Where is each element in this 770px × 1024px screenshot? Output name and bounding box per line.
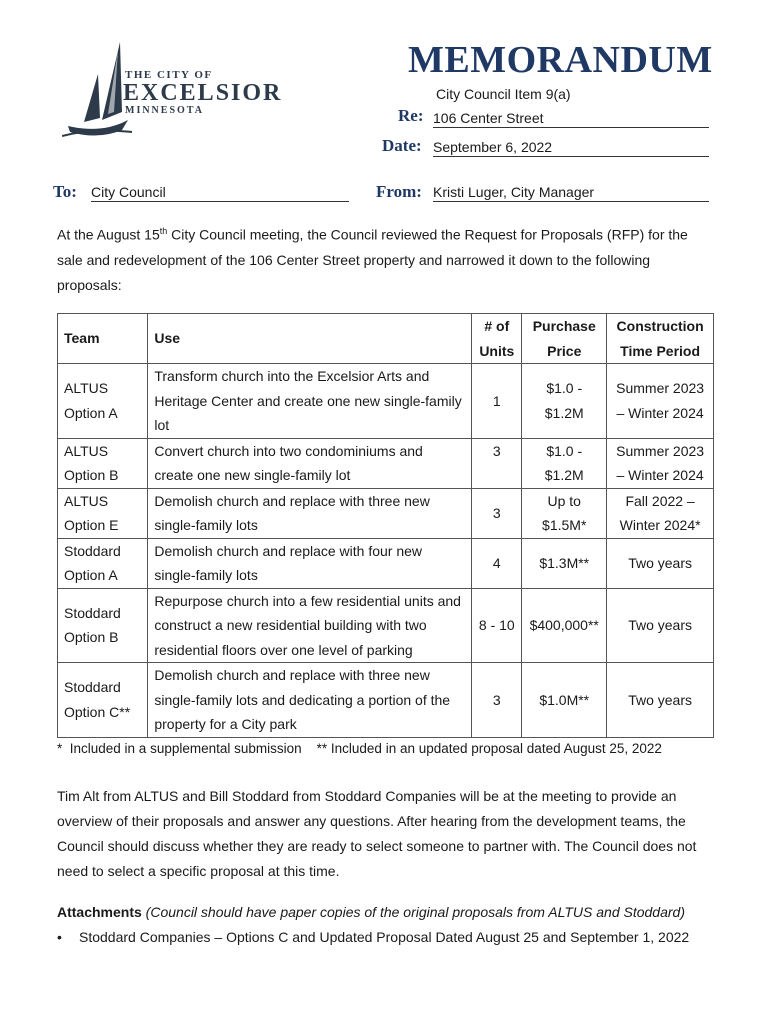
cell-price: $400,000**: [522, 588, 607, 663]
cell-price: $1.3M**: [522, 538, 607, 588]
cell-period: Two years: [607, 663, 714, 738]
table-row: [58, 488, 714, 538]
date-label: Date:: [382, 136, 422, 155]
attachments-note: (Council should have paper copies of the original proposals from ALTUS and Stoddard): [141, 904, 685, 920]
cell-price: Up to $1.5M*: [522, 488, 607, 538]
cell-use: Demolish church and replace with three new single-family lots: [148, 488, 472, 538]
cell-price: $1.0 - $1.2M: [522, 364, 607, 439]
cell-units: 1: [472, 364, 522, 439]
cell-team: Stoddard Option B: [58, 588, 148, 663]
logo-text-the-city-of: THE CITY OF: [125, 69, 213, 81]
cell-team: ALTUS Option A: [58, 364, 148, 439]
table-header-row: [58, 314, 714, 364]
cell-use: Repurpose church into a few residential units and construct a new residential building with two residential floors over one level of parking: [148, 588, 472, 663]
header-use: Use: [148, 314, 472, 364]
header-period: Construction Time Period: [607, 314, 714, 364]
bullet-icon: •: [57, 929, 62, 945]
table-row: [58, 538, 714, 588]
to-value: City Council: [91, 184, 349, 202]
cell-period: Summer 2023 – Winter 2024: [607, 438, 714, 488]
cell-team: Stoddard Option A: [58, 538, 148, 588]
attachments-section: [57, 904, 685, 920]
memo-title: MEMORANDUM: [408, 39, 713, 81]
cell-period: Two years: [607, 588, 714, 663]
date-value: September 6, 2022: [433, 139, 709, 157]
cell-units: 3: [472, 663, 522, 738]
attachment-item-text: Stoddard Companies – Options C and Updated Proposal Dated August 25 and September 1, 2022: [79, 929, 690, 945]
cell-use: Transform church into the Excelsior Arts and Heritage Center and create one new single-family lot: [148, 364, 472, 439]
cell-units: 3: [472, 488, 522, 538]
cell-period: Summer 2023 – Winter 2024: [607, 364, 714, 439]
logo-text-excelsior: EXCELSIOR: [123, 80, 283, 106]
re-value: 106 Center Street: [433, 110, 709, 128]
intro-sup: th: [159, 226, 168, 236]
cell-price: $1.0M**: [522, 663, 607, 738]
from-label: From:: [376, 182, 422, 201]
proposals-table: [57, 313, 714, 738]
header-units: # of Units: [472, 314, 522, 364]
intro-text-2: City Council meeting, the Council reviewed the Request for Proposals (RFP) for the sale and redevelopment of the 106 Center Street property and narrowed it down to the following proposals:: [57, 226, 688, 293]
cell-units: 8 - 10: [472, 588, 522, 663]
table-row: [58, 588, 714, 663]
cell-price: $1.0 - $1.2M: [522, 438, 607, 488]
intro-paragraph: [57, 219, 717, 298]
header-team: Team: [58, 314, 148, 364]
cell-team: Stoddard Option C**: [58, 663, 148, 738]
cell-team: ALTUS Option E: [58, 488, 148, 538]
cell-period: Fall 2022 – Winter 2024*: [607, 488, 714, 538]
council-item: City Council Item 9(a): [436, 86, 571, 102]
cell-team: ALTUS Option B: [58, 438, 148, 488]
closing-paragraph: Tim Alt from ALTUS and Bill Stoddard from Stoddard Companies will be at the meeting to provide an overview of their proposals and answer any questions. After hearing from the development teams, the Council should discuss whether they are ready to select someone to partner with. The Council does not need to select a specific proposal at this time.: [57, 788, 697, 879]
table-row: [58, 663, 714, 738]
cell-units: 3: [472, 438, 522, 488]
cell-use: Demolish church and replace with four new single-family lots: [148, 538, 472, 588]
table-footnote: * Included in a supplemental submission ** Included in an updated proposal dated August 25, 2022: [57, 741, 662, 756]
header-price: Purchase Price: [522, 314, 607, 364]
cell-units: 4: [472, 538, 522, 588]
logo-text-minnesota: MINNESOTA: [125, 105, 204, 116]
attachment-list-item: [57, 929, 689, 945]
re-label: Re:: [398, 106, 424, 125]
cell-use: Demolish church and replace with three new single-family lots and dedicating a portion of the property for a City park: [148, 663, 472, 738]
from-value: Kristi Luger, City Manager: [433, 184, 709, 202]
attachments-label: Attachments: [57, 904, 142, 920]
table-row: [58, 364, 714, 439]
intro-text-1: At the August 15: [57, 226, 160, 243]
cell-use: Convert church into two condominiums and create one new single-family lot: [148, 438, 472, 488]
cell-period: Two years: [607, 538, 714, 588]
table-row: [58, 438, 714, 488]
to-label: To:: [53, 182, 77, 201]
